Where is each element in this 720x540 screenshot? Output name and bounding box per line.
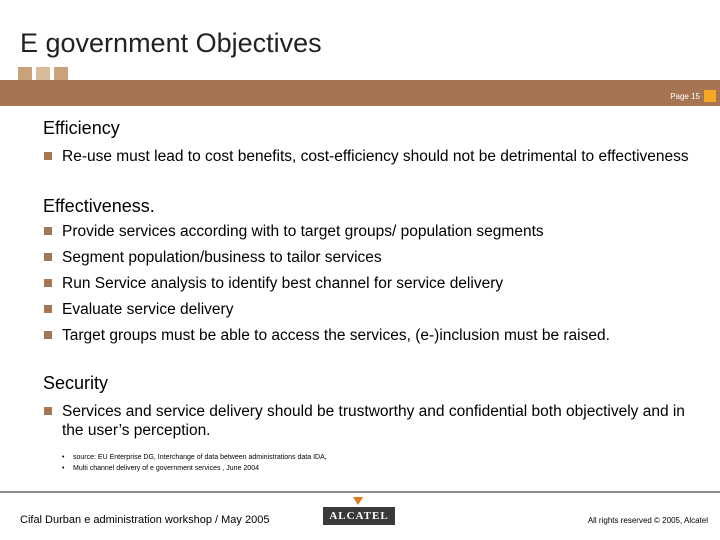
section-heading-effectiveness: Effectiveness.	[43, 196, 155, 216]
footer-arrow-icon	[353, 497, 363, 505]
source-note: • Multi channel delivery of e government services , June 2004	[62, 465, 259, 472]
bullet-square-icon	[44, 279, 52, 287]
bullet-square-icon	[44, 331, 52, 339]
bullet-item: Provide services according with to target groups/ population segments	[62, 222, 702, 241]
bullet-item: Re-use must lead to cost benefits, cost-efficiency should not be detrimental to effectiveness	[62, 147, 702, 166]
section-heading-efficiency: Efficiency	[43, 118, 120, 138]
bullet-item: Segment population/business to tailor services	[62, 248, 702, 267]
page-marker	[704, 90, 716, 102]
alcatel-logo: ALCATEL	[323, 507, 395, 525]
page-number: Page 15	[670, 92, 700, 101]
header-band	[0, 80, 720, 106]
footer-event-text: Cifal Durban e administration workshop / May 2005	[20, 514, 270, 526]
bullet-square-icon	[44, 305, 52, 313]
footer-divider	[0, 491, 720, 493]
source-note: • source: EU Enterprise DG, Interchange of data between administrations data IDA,	[62, 454, 327, 461]
bullet-square-icon	[44, 227, 52, 235]
section-heading-security: Security	[43, 373, 109, 393]
bullet-item: Target groups must be able to access the services, (e-)inclusion must be raised.	[62, 326, 702, 345]
bullet-dot-icon: •	[62, 454, 65, 461]
bullet-dot-icon: •	[62, 465, 65, 472]
bullet-square-icon	[44, 253, 52, 261]
bullet-square-icon	[44, 407, 52, 415]
bullet-item: Run Service analysis to identify best channel for service delivery	[62, 274, 702, 293]
bullet-square-icon	[44, 152, 52, 160]
bullet-item: Evaluate service delivery	[62, 300, 702, 319]
footer-copyright: All rights reserved © 2005, Alcatel	[587, 516, 708, 525]
bullet-item: Services and service delivery should be trustworthy and confidential both objectively and in the user’s perception.	[62, 402, 702, 440]
slide-title: E government Objectives	[20, 28, 322, 58]
